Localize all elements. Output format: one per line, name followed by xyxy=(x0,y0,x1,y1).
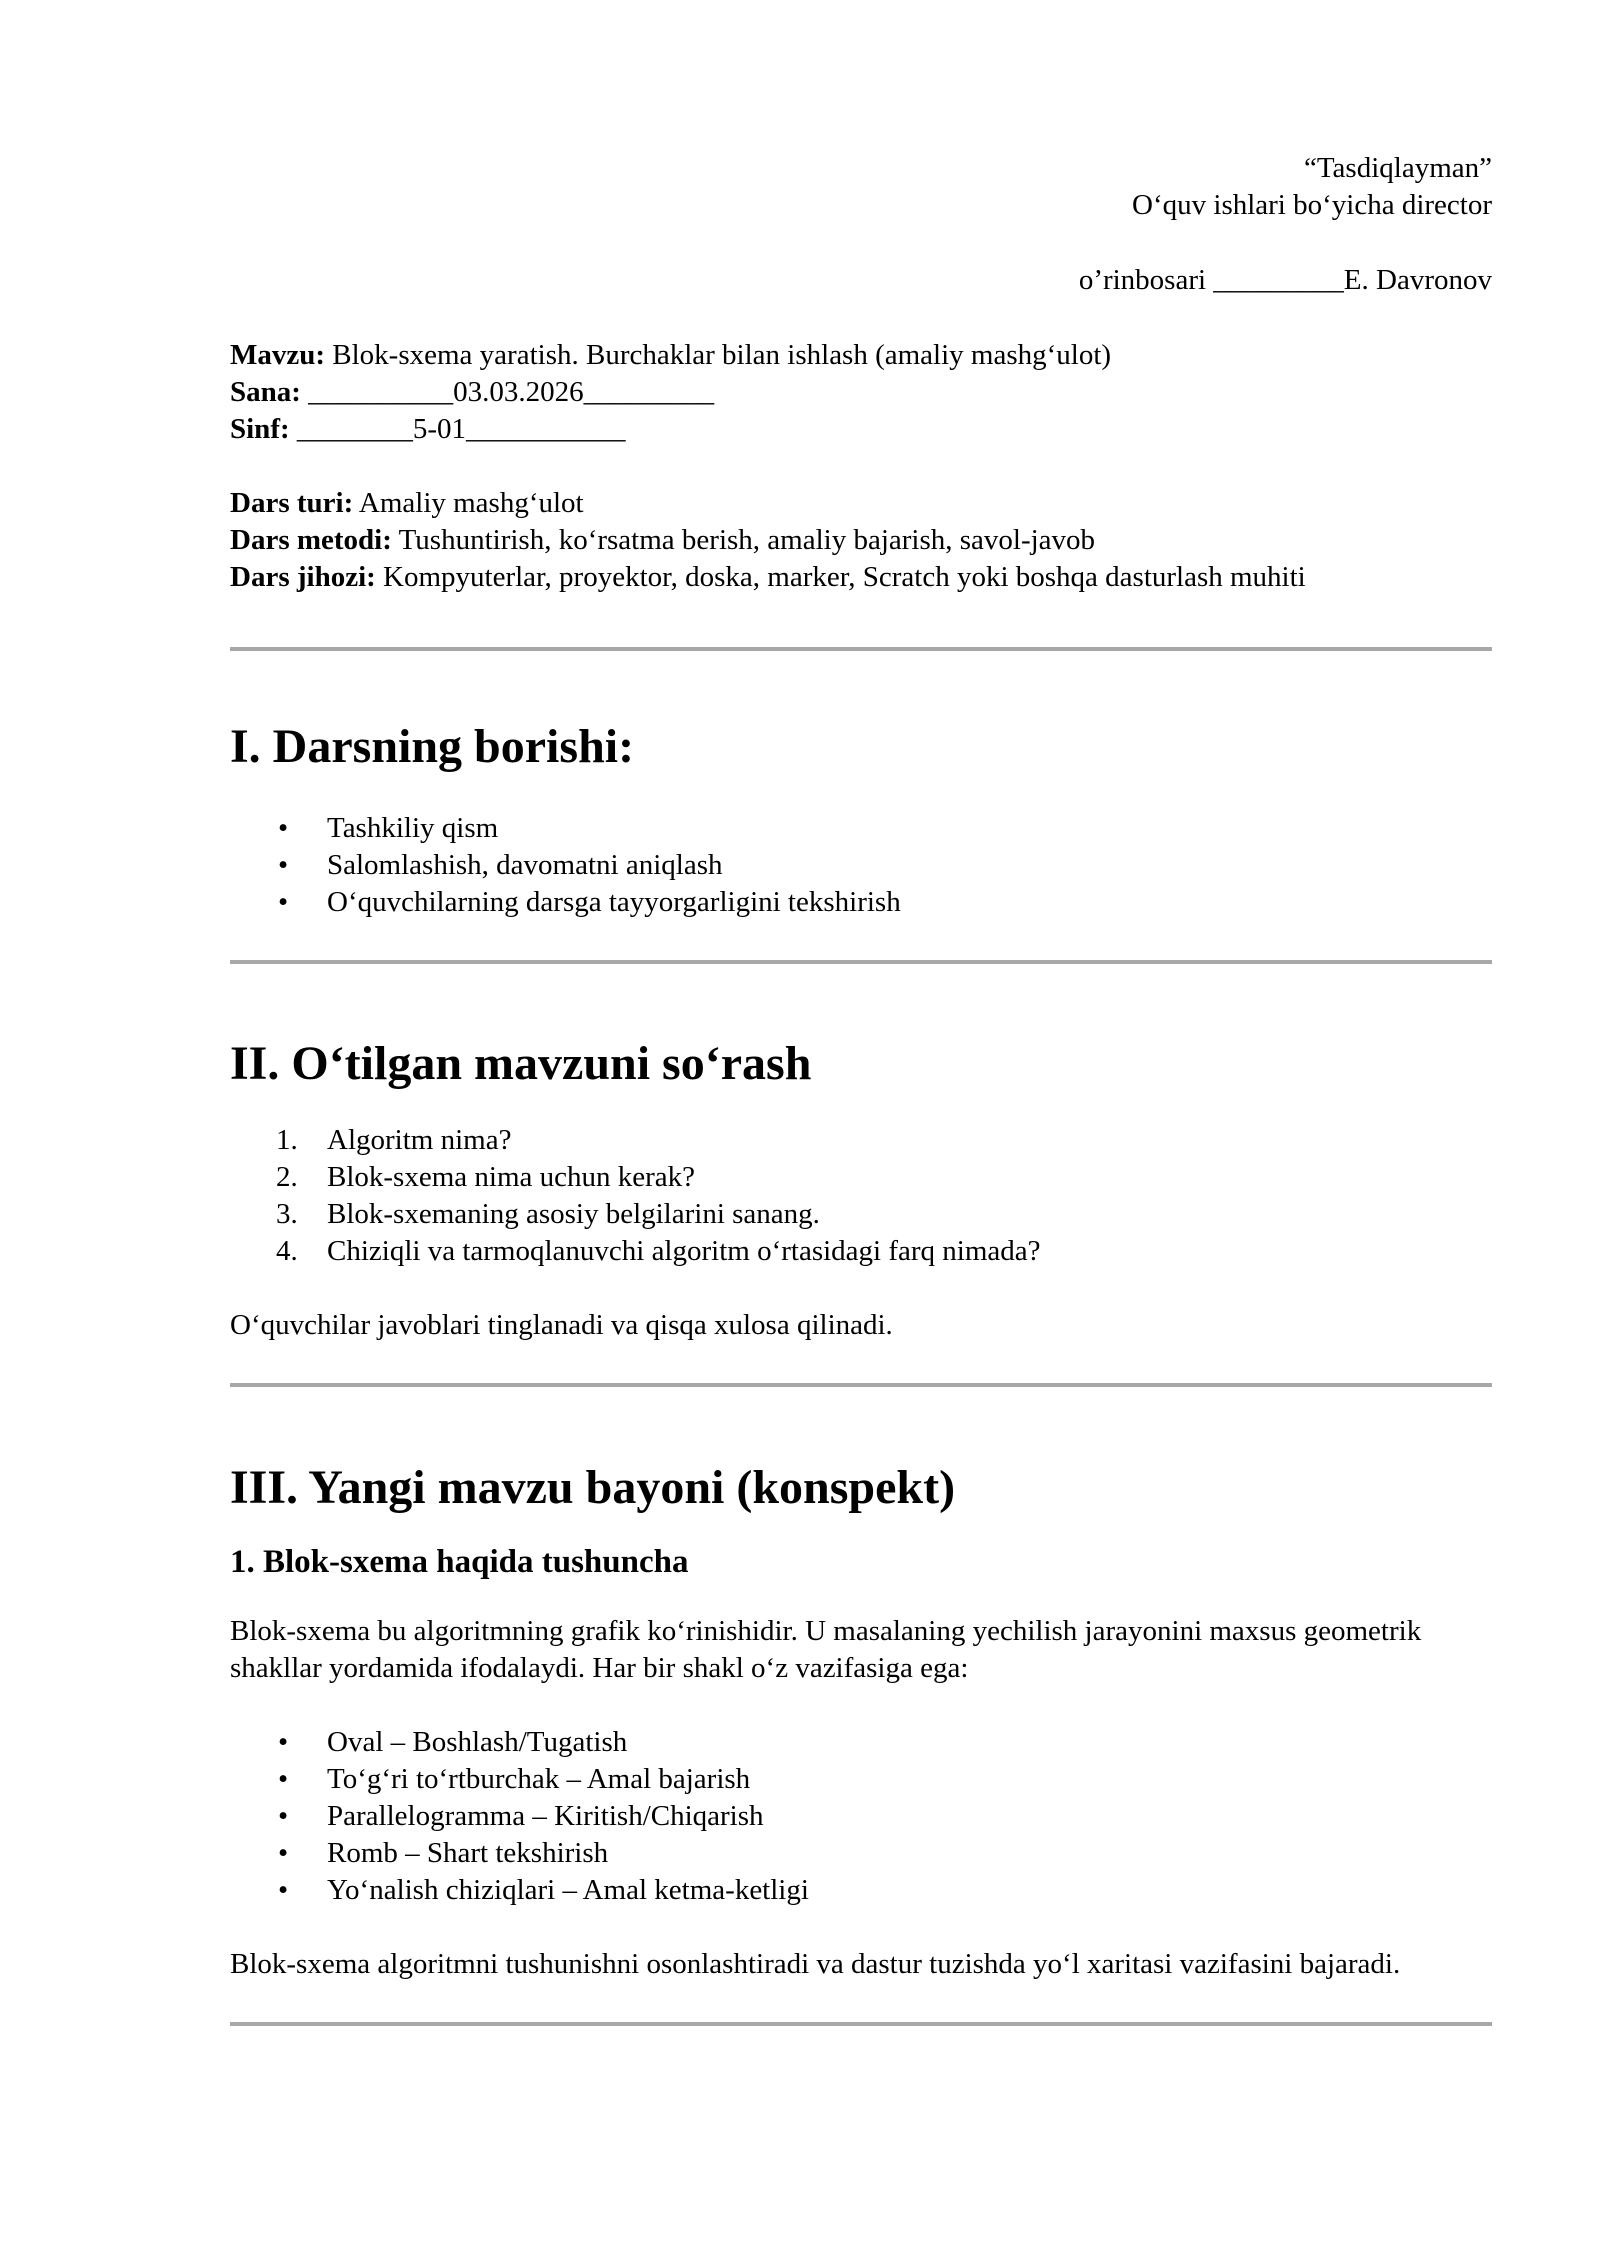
lesson-equipment-row xyxy=(230,559,1492,596)
class-row xyxy=(230,411,1492,448)
lesson-meta xyxy=(230,337,1492,596)
list-item: 2. Blok-sxema nima uchun kerak? xyxy=(230,1159,1492,1196)
bullet-marker: • xyxy=(278,1800,289,1832)
bullet-marker: • xyxy=(278,1763,289,1795)
section-1-title: I. Darsning borishi: xyxy=(230,720,635,773)
separator xyxy=(230,2022,1492,2026)
bullet-marker: • xyxy=(278,1726,289,1758)
section-3-title: III. Yangi mavzu bayoni (konspekt) xyxy=(230,1461,956,1514)
lesson-method-value: Tushuntirish, ko‘rsatma berish, amaliy bajarish, savol-javob xyxy=(391,524,1096,556)
section-3-conclusion: Blok-sxema algoritmni tushunishni osonlashtiradi va dastur tuzishda yo‘l xaritasi vazifasini bajaradi. xyxy=(230,1948,1401,1980)
list-number: 1. xyxy=(276,1124,298,1156)
class-label: Sinf: xyxy=(230,413,290,445)
bullet-marker: • xyxy=(278,1837,289,1869)
document-page xyxy=(230,150,1492,2026)
class-value: ________5-01___________ xyxy=(289,413,626,445)
date-value: __________03.03.2026_________ xyxy=(300,376,715,408)
separator xyxy=(230,960,1492,964)
list-number: 3. xyxy=(276,1198,298,1230)
list-item: • Parallelogramma – Kiritish/Chiqarish xyxy=(230,1798,1492,1835)
lesson-method-row xyxy=(230,522,1492,559)
list-item: • O‘quvchilarning darsga tayyorgarligini tekshirish xyxy=(230,884,1492,921)
topic-value: Blok-sxema yaratish. Burchaklar bilan ishlash (amaliy mashg‘ulot) xyxy=(325,339,1112,371)
list-item: 3. Blok-sxemaning asosiy belgilarini sanang. xyxy=(230,1196,1492,1233)
lesson-equipment-label: Dars jihozi: xyxy=(230,561,376,593)
section-2-list xyxy=(230,1122,1492,1270)
section-3-subtitle: 1. Blok-sxema haqida tushuncha xyxy=(230,1544,689,1580)
section-1-list xyxy=(230,810,1492,921)
approval-block xyxy=(230,150,1492,299)
list-item: • To‘g‘ri to‘rtburchak – Amal bajarish xyxy=(230,1761,1492,1798)
bullet-marker: • xyxy=(278,812,289,844)
separator xyxy=(230,1383,1492,1387)
list-item: • Salomlashish, davomatni aniqlash xyxy=(230,847,1492,884)
lesson-method-label: Dars metodi: xyxy=(230,524,392,556)
list-item: • Yo‘nalish chiziqlari – Amal ketma-ketligi xyxy=(230,1872,1492,1909)
date-label: Sana: xyxy=(230,376,301,408)
approval-signature: o’rinbosari _________E. Davronov xyxy=(1078,264,1492,296)
lesson-equipment-value: Kompyuterlar, proyektor, doska, marker, Scratch yoki boshqa dasturlash muhiti xyxy=(375,561,1306,593)
approval-position: O‘quv ishlari bo‘yicha director xyxy=(1132,189,1492,221)
lesson-type-label: Dars turi: xyxy=(230,487,354,519)
list-item: 1. Algoritm nima? xyxy=(230,1122,1492,1159)
lesson-type-row xyxy=(230,485,1492,522)
bullet-marker: • xyxy=(278,886,289,918)
section-2-note: O‘quvchilar javoblari tinglanadi va qisqa xulosa qilinadi. xyxy=(230,1309,893,1341)
topic-label: Mavzu: xyxy=(230,339,326,371)
list-item: • Oval – Boshlash/Tugatish xyxy=(230,1724,1492,1761)
approval-title: “Tasdiqlayman” xyxy=(1303,152,1492,184)
bullet-marker: • xyxy=(278,849,289,881)
date-row xyxy=(230,374,1492,411)
list-item: • Romb – Shart tekshirish xyxy=(230,1835,1492,1872)
bullet-marker: • xyxy=(278,1874,289,1906)
list-item: 4. Chiziqli va tarmoqlanuvchi algoritm o‘rtasidagi farq nimada? xyxy=(230,1233,1492,1270)
section-3-intro: Blok-sxema bu algoritmning grafik ko‘rinishidir. U masalaning yechilish jarayonini maxsus geometrik shakllar yordamida ifodalaydi. Har bir shakl o‘z vazifasiga ega: xyxy=(230,1615,1422,1684)
section-2-title: II. O‘tilgan mavzuni so‘rash xyxy=(230,1037,812,1090)
list-number: 4. xyxy=(276,1235,298,1267)
lesson-type-value: Amaliy mashg‘ulot xyxy=(353,487,584,519)
list-number: 2. xyxy=(276,1161,298,1193)
list-item: • Tashkiliy qism xyxy=(230,810,1492,847)
topic-row xyxy=(230,337,1492,374)
section-3-list xyxy=(230,1724,1492,1909)
separator xyxy=(230,647,1492,651)
